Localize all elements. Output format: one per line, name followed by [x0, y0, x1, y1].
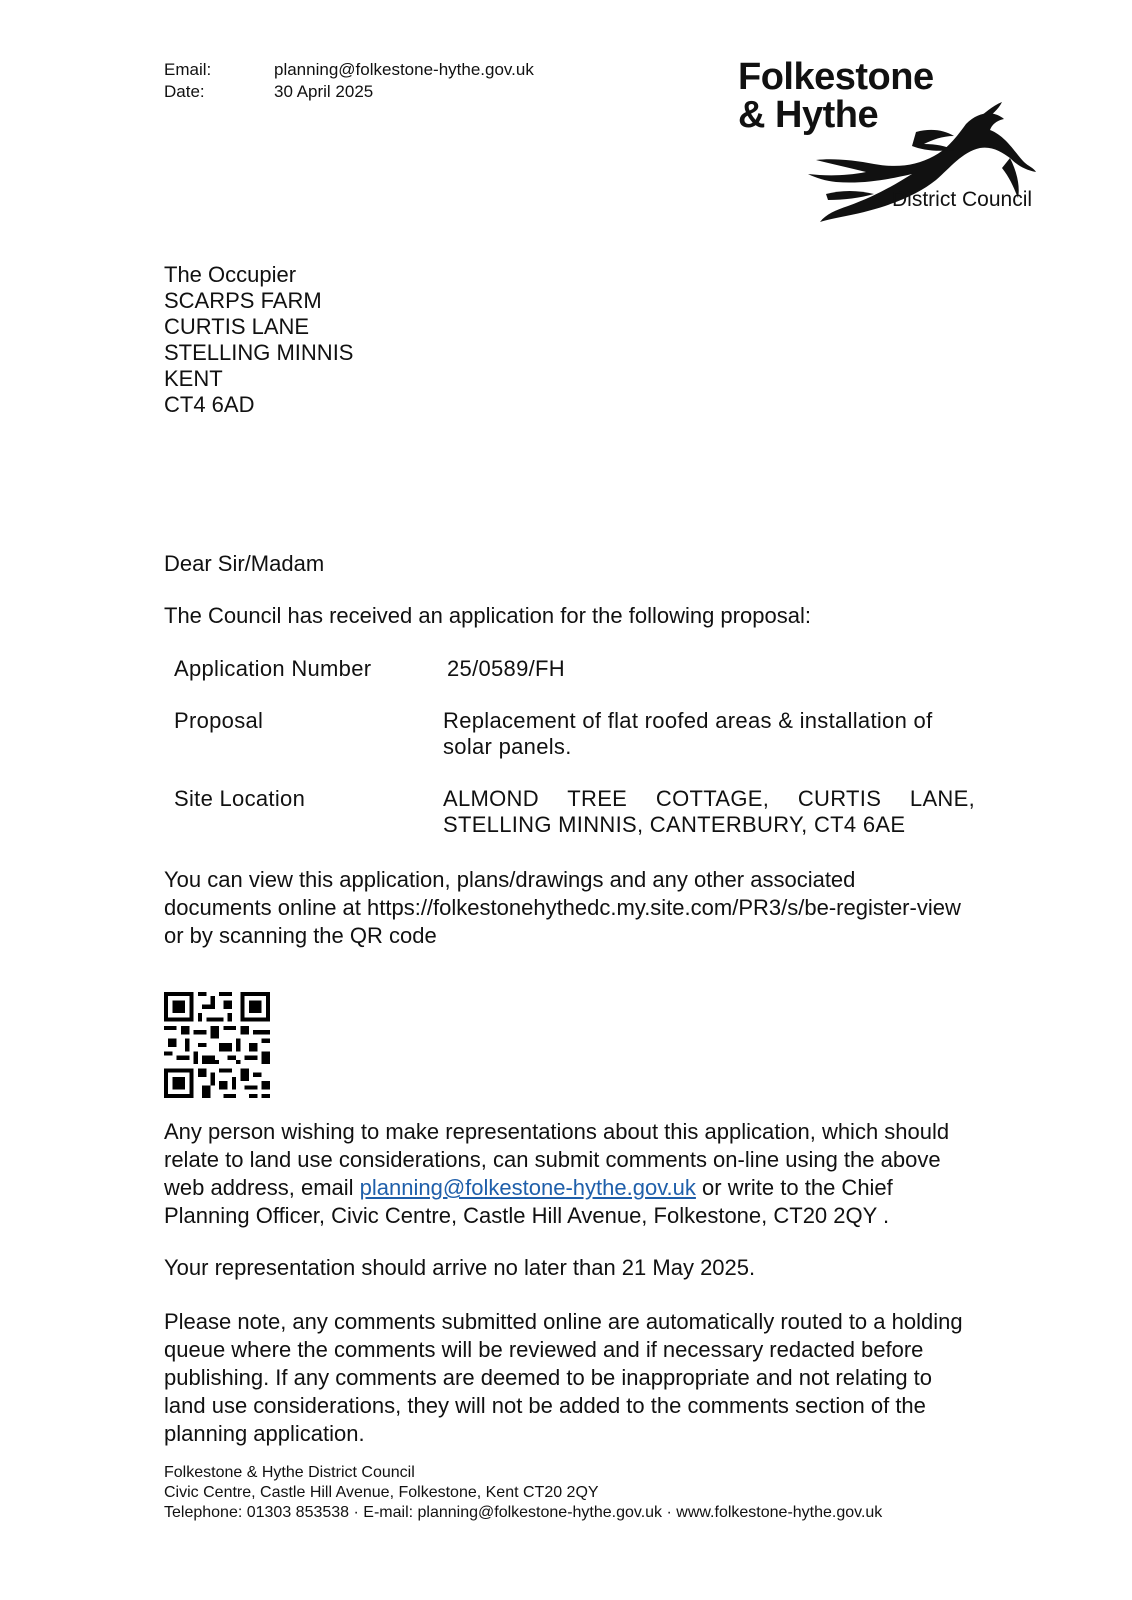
view-online-text [164, 866, 1004, 950]
app-number-label: Application Number [174, 656, 372, 681]
intro-text: The Council has received an application for the following proposal: [164, 603, 811, 628]
app-number-value: 25/0589/FH [447, 656, 565, 681]
qr-code-icon[interactable] [164, 992, 270, 1098]
representations-line: Any person wishing to make representations about this application, which should [164, 1119, 950, 1144]
address-line: CT4 6AD [164, 392, 255, 417]
email-row [164, 59, 534, 81]
note-text [164, 1308, 1004, 1448]
date-row [164, 81, 534, 103]
view-line: You can view this application, plans/drawings and any other associated [164, 867, 856, 892]
salutation: Dear Sir/Madam [164, 551, 325, 576]
proposal-value [443, 708, 975, 760]
note-line: queue where the comments will be reviewed and if necessary redacted before [164, 1337, 924, 1362]
logo-line1: Folkestone [738, 56, 934, 98]
representations-text-segment: web address, email [164, 1175, 360, 1200]
planning-email-link[interactable]: planning@folkestone-hythe.gov.uk [359, 1175, 696, 1200]
address-line: CURTIS LANE [164, 314, 310, 339]
representations-line: relate to land use considerations, can submit comments on-line using the above [164, 1147, 941, 1172]
note-line: land use considerations, they will not be added to the comments section of the [164, 1393, 926, 1418]
site-location-label: Site Location [174, 786, 306, 811]
address-line: STELLING MINNIS [164, 340, 354, 365]
footer-line: Civic Centre, Castle Hill Avenue, Folkestone, Kent CT20 2QY [164, 1484, 599, 1501]
representations-line [164, 1174, 1004, 1202]
letter-footer [164, 1463, 882, 1523]
letter-meta [164, 59, 534, 103]
site-line: STELLING MINNIS, CANTERBURY, CT4 6AE [443, 812, 906, 837]
logo-line3: District Council [892, 188, 1033, 211]
note-line: publishing. If any comments are deemed to be inappropriate and not relating to [164, 1365, 933, 1390]
proposal-label: Proposal [174, 708, 264, 733]
view-line: documents online at https://folkestonehythedc.my.site.com/PR3/s/be-register-view [164, 895, 961, 920]
email-label: Email: [164, 60, 212, 79]
date-value: 30 April 2025 [274, 82, 374, 101]
proposal-line: solar panels. [443, 734, 572, 759]
recipient-address [164, 262, 353, 418]
council-logo [726, 54, 1052, 216]
representations-text [164, 1118, 1004, 1230]
view-line: or by scanning the QR code [164, 923, 437, 948]
footer-line: Folkestone & Hythe District Council [164, 1464, 415, 1481]
address-line: SCARPS FARM [164, 288, 322, 313]
date-label: Date: [164, 82, 205, 101]
representations-text-segment: or write to the Chief [695, 1175, 893, 1200]
deadline-text: Your representation should arrive no later than 21 May 2025. [164, 1255, 756, 1280]
site-line: ALMOND TREE COTTAGE, CURTIS LANE, [443, 786, 975, 811]
note-line: Please note, any comments submitted online are automatically routed to a holding [164, 1309, 963, 1334]
representations-line: Planning Officer, Civic Centre, Castle Hill Avenue, Folkestone, CT20 2QY . [164, 1203, 890, 1228]
proposal-line: Replacement of flat roofed areas & installation of [443, 708, 933, 733]
site-location-value [443, 786, 975, 838]
footer-line: Telephone: 01303 853538 · E-mail: planning@folkestone-hythe.gov.uk · www.folkestone-hythe.gov.uk [164, 1504, 883, 1521]
logo-line2: & Hythe [738, 94, 879, 136]
note-line: planning application. [164, 1421, 365, 1446]
address-line: KENT [164, 366, 223, 391]
address-line: The Occupier [164, 262, 297, 287]
email-value: planning@folkestone-hythe.gov.uk [274, 60, 534, 79]
